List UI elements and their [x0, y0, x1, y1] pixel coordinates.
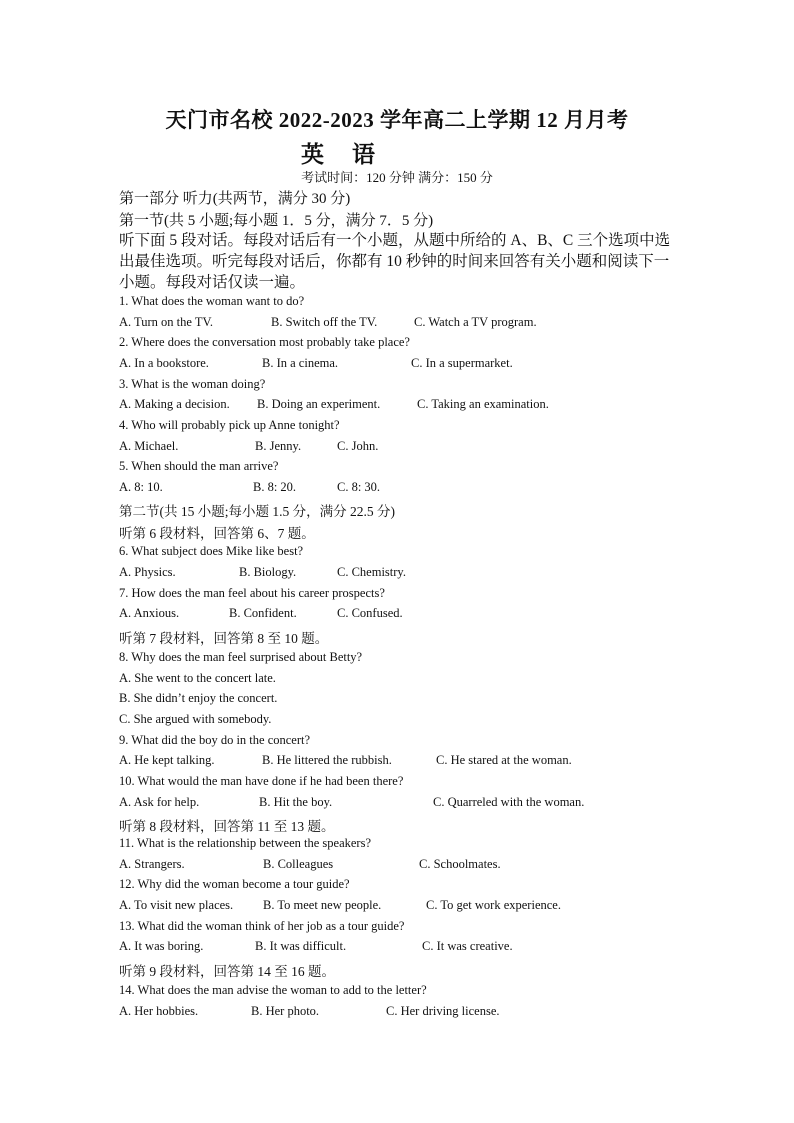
q10-option-a: A. Ask for help.: [119, 795, 200, 809]
q7-option-c: C. Confused.: [337, 606, 403, 620]
q12-option-a: A. To visit new places.: [119, 898, 234, 912]
q5-option-c: C. 8: 30.: [337, 480, 381, 494]
question-10: 10. What would the man have done if he had been there?: [119, 774, 404, 788]
q1-option-c: C. Watch a TV program.: [414, 315, 537, 329]
question-13: 13. What did the woman think of her job as a tour guide?: [119, 919, 405, 933]
part1-heading: 第一部分 听力(共两节，满分 30 分): [119, 191, 351, 207]
q8-option-c: C. She argued with somebody.: [119, 712, 272, 726]
q14-option-c: C. Her driving license.: [386, 1004, 500, 1018]
q9-option-a: A. He kept talking.: [119, 753, 215, 767]
q11-option-b: B. Colleagues: [263, 857, 334, 871]
q7-option-b: B. Confident.: [229, 606, 297, 620]
q5-option-b: B. 8: 20.: [253, 480, 297, 494]
q3-option-c: C. Taking an examination.: [417, 397, 549, 411]
q2-option-a: A. In a bookstore.: [119, 356, 209, 370]
q12-option-b: B. To meet new people.: [263, 898, 382, 912]
q13-option-a: A. It was boring.: [119, 939, 204, 953]
q2-option-b: B. In a cinema.: [262, 356, 339, 370]
question-1: 1. What does the woman want to do?: [119, 294, 305, 308]
question-5: 5. When should the man arrive?: [119, 459, 279, 473]
q11-option-a: A. Strangers.: [119, 857, 185, 871]
section2-heading: 第二节(共 15 小题;每小题 1.5 分，满分 22.5 分): [119, 504, 395, 519]
q8-option-b: B. She didn’t enjoy the concert.: [119, 691, 278, 705]
question-12: 12. Why did the woman become a tour guide?: [119, 877, 350, 891]
material-9-instruction: 听第 9 段材料，回答第 14 至 16 题。: [119, 964, 335, 979]
subject-title: 英语: [301, 142, 403, 167]
q10-option-c: C. Quarreled with the woman.: [433, 795, 585, 809]
exam-info: 考试时间：120 分钟 满分：150 分: [301, 170, 493, 185]
section1-heading: 第一节(共 5 小题;每小题 1．5 分，满分 7．5 分): [119, 213, 434, 229]
q6-option-c: C. Chemistry.: [337, 565, 406, 579]
q1-option-a: A. Turn on the TV.: [119, 315, 214, 329]
q13-option-c: C. It was creative.: [422, 939, 513, 953]
question-2: 2. Where does the conversation most probably take place?: [119, 335, 410, 349]
q9-option-c: C. He stared at the woman.: [436, 753, 572, 767]
question-3: 3. What is the woman doing?: [119, 377, 266, 391]
q1-option-b: B. Switch off the TV.: [271, 315, 378, 329]
question-8: 8. Why does the man feel surprised about Betty?: [119, 650, 363, 664]
q4-option-b: B. Jenny.: [255, 439, 302, 453]
q6-option-a: A. Physics.: [119, 565, 176, 579]
question-11: 11. What is the relationship between the speakers?: [119, 836, 372, 850]
q2-option-c: C. In a supermarket.: [411, 356, 513, 370]
q6-option-b: B. Biology.: [239, 565, 297, 579]
material-8-instruction: 听第 8 段材料，回答第 11 至 13 题。: [119, 819, 335, 834]
q4-option-c: C. John.: [337, 439, 379, 453]
question-6: 6. What subject does Mike like best?: [119, 544, 304, 558]
q12-option-c: C. To get work experience.: [426, 898, 561, 912]
q9-option-b: B. He littered the rubbish.: [262, 753, 392, 767]
question-7: 7. How does the man feel about his career prospects?: [119, 586, 385, 600]
listening-instructions: 听下面 5 段对话。每段对话后有一个小题，从题中所给的 A、B、C 三个选项中选出最佳选项。听完每段对话后，你都有 10 秒钟的时间来回答有关小题和阅读下一小题。每段对话仅读一遍。: [119, 232, 671, 291]
question-9: 9. What did the boy do in the concert?: [119, 733, 311, 747]
q10-option-b: B. Hit the boy.: [259, 795, 333, 809]
q5-option-a: A. 8: 10.: [119, 480, 163, 494]
q14-option-a: A. Her hobbies.: [119, 1004, 199, 1018]
q3-option-b: B. Doing an experiment.: [257, 397, 381, 411]
q14-option-b: B. Her photo.: [251, 1004, 320, 1018]
q4-option-a: A. Michael.: [119, 439, 179, 453]
question-14: 14. What does the man advise the woman to add to the letter?: [119, 983, 427, 997]
material-6-instruction: 听第 6 段材料，回答第 6、7 题。: [119, 526, 315, 541]
q11-option-c: C. Schoolmates.: [419, 857, 501, 871]
q7-option-a: A. Anxious.: [119, 606, 180, 620]
material-7-instruction: 听第 7 段材料，回答第 8 至 10 题。: [119, 631, 329, 646]
exam-title: 天门市名校 2022-2023 学年高二上学期 12 月月考: [165, 108, 629, 132]
question-4: 4. Who will probably pick up Anne tonight?: [119, 418, 340, 432]
q13-option-b: B. It was difficult.: [255, 939, 347, 953]
q3-option-a: A. Making a decision.: [119, 397, 230, 411]
q8-option-a: A. She went to the concert late.: [119, 671, 276, 685]
